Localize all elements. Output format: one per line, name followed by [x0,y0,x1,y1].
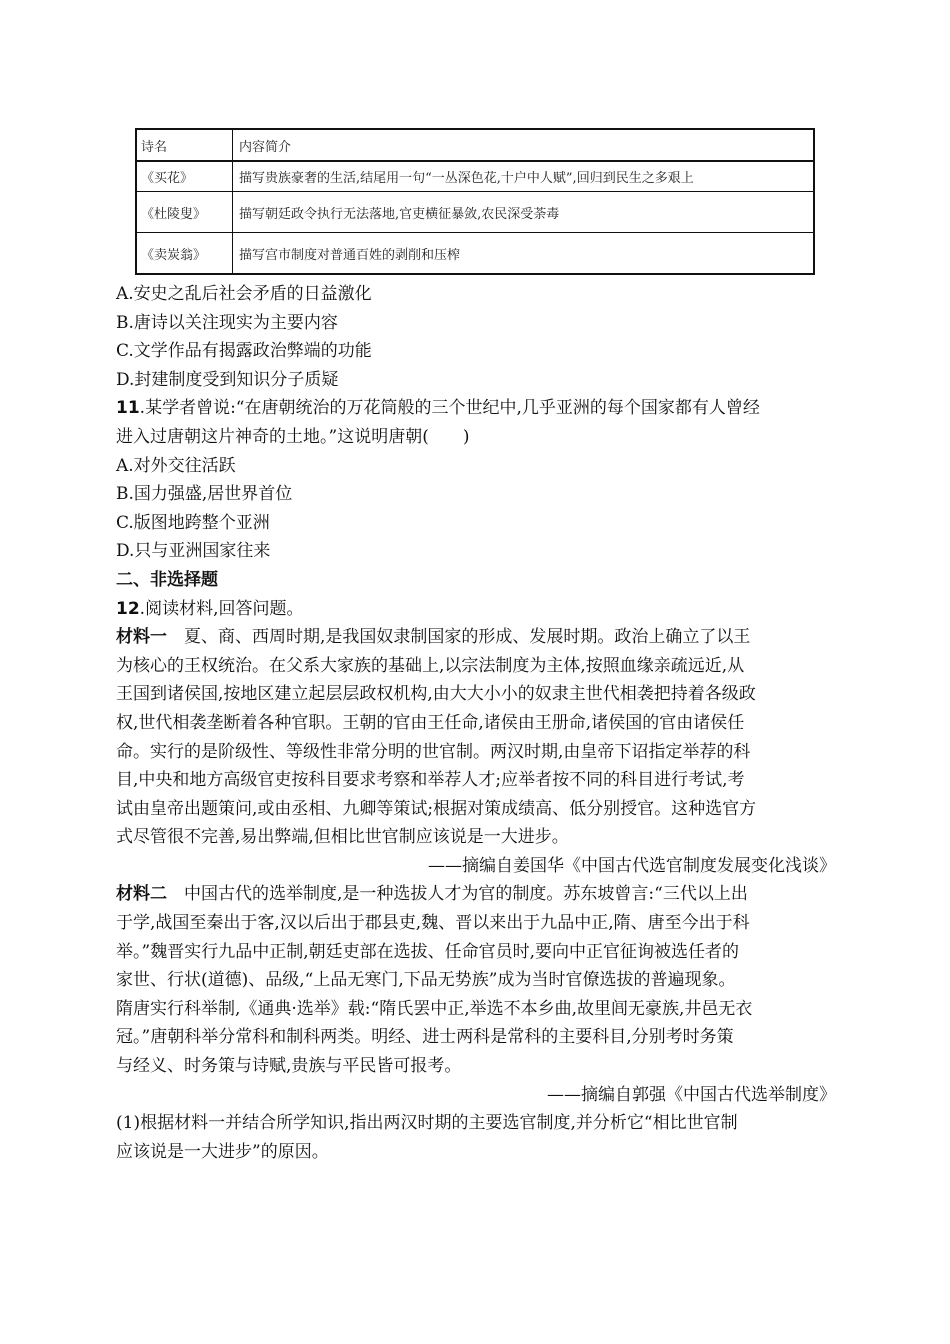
material1-label: 材料一 [116,627,167,648]
header-content-summary: 内容简介 [233,129,815,161]
question-content [116,280,836,1166]
material2-source: ——摘编自郭强《中国古代选举制度》 [547,1084,836,1105]
section-title: 二、非选择题 [116,569,218,590]
header-poem-name: 诗名 [136,129,233,161]
poem-desc-cell: 描写宫市制度对普通百姓的剥削和压榨 [233,233,815,275]
material2-line: 材料二 中国古代的选举制度,是一种选拔人才为官的制度。苏东坡曾言:“三代以上出 [116,884,748,905]
poem-name-cell: 《买花》 [136,161,233,192]
material2-line: 家世、行状(道德)、品级,“上品无寒门,下品无势族”成为当时官僚选拔的普遍现象。 [116,970,736,991]
table-row [136,233,814,275]
material1-line: 目,中央和地方高级官吏按科目要求考察和举荐人才;应举者按不同的科目进行考试,考 [116,770,745,791]
poem-table [135,128,815,275]
poem-desc-cell: 描写朝廷政令执行无法落地,官吏横征暴敛,农民深受荼毒 [233,192,815,233]
q12-number: 12 [116,598,140,619]
table-header-row [136,129,814,161]
material2-line: 于学,战国至秦出于客,汉以后出于郡县吏,魏、晋以来出于九品中正,隋、唐至今出于科 [116,913,750,934]
q11-stem-line1: 11.某学者曾说:“在唐朝统治的万花筒般的三个世纪中,几乎亚洲的每个国家都有人曾经 [116,398,760,419]
q11-option-d: D.只与亚洲国家往来 [116,541,271,562]
material2-line: 隋唐实行科举制,《通典·选举》载:“隋氏罢中正,举选不本乡曲,故里闾无豪族,井邑无衣 [116,998,753,1019]
material1-line: 为核心的王权统治。在父系大家族的基础上,以宗法制度为主体,按照血缘亲疏远近,从 [116,655,745,676]
material1-source: ——摘编自姜国华《中国古代选官制度发展变化浅谈》 [428,855,836,876]
q11-option-b: B.国力强盛,居世界首位 [116,484,293,505]
poem-name-cell: 《卖炭翁》 [136,233,233,275]
material2-line: 冠。”唐朝科举分常科和制科两类。明经、进士两科是常科的主要科目,分别考时务策 [116,1027,734,1048]
q11-option-a: A.对外交往活跃 [116,455,236,476]
material1-line: 命。实行的是阶级性、等级性非常分明的世官制。两汉时期,由皇帝下诏指定举荐的科 [116,741,751,762]
q10-option-b: B.唐诗以关注现实为主要内容 [116,312,338,333]
q11-option-c: C.版图地跨整个亚洲 [116,512,270,533]
q10-option-d: D.封建制度受到知识分子质疑 [116,369,339,390]
q10-option-c: C.文学作品有揭露政治弊端的功能 [116,341,372,362]
material1-line: 权,世代相袭垄断着各种官职。王朝的官由王任命,诸侯由王册命,诸侯国的官由诸侯任 [116,712,745,733]
q11-stem-line2: 进入过唐朝这片神奇的土地。”这说明唐朝( ) [116,426,470,447]
material1-line: 王国到诸侯国,按地区建立起层层政权机构,由大大小小的奴隶主世代相袭把持着各级政 [116,684,756,705]
material2-label: 材料二 [116,884,167,905]
q12-sub1-line: (1)根据材料一并结合所学知识,指出两汉时期的主要选官制度,并分析它“相比世官制 [116,1113,738,1134]
q10-option-a: A.安史之乱后社会矛盾的日益激化 [116,284,372,304]
material1-line: 式尽管很不完善,易出弊端,但相比世官制应该说是一大进步。 [116,827,569,848]
q12-stem: 12.阅读材料,回答问题。 [116,598,304,619]
material2-line: 举。”魏晋实行九品中正制,朝廷吏部在选拔、任命官员时,要向中正官征询被选任者的 [116,941,739,962]
poem-desc-cell: 描写贵族豪奢的生活,结尾用一句“一丛深色花,十户中人赋”,回归到民生之多艰上 [233,161,815,192]
material1-line: 材料一 夏、商、西周时期,是我国奴隶制国家的形成、发展时期。政治上确立了以王 [116,627,751,648]
q11-number: 11 [116,398,140,419]
table-row [136,161,814,192]
material2-line: 与经义、时务策与诗赋,贵族与平民皆可报考。 [116,1056,462,1077]
table-row [136,192,814,233]
poem-name-cell: 《杜陵叟》 [136,192,233,233]
material1-line: 试由皇帝出题策问,或由丞相、九卿等策试;根据对策成绩高、低分别授官。这种选官方 [116,798,757,819]
q12-sub1-line: 应该说是一大进步”的原因。 [116,1141,329,1162]
